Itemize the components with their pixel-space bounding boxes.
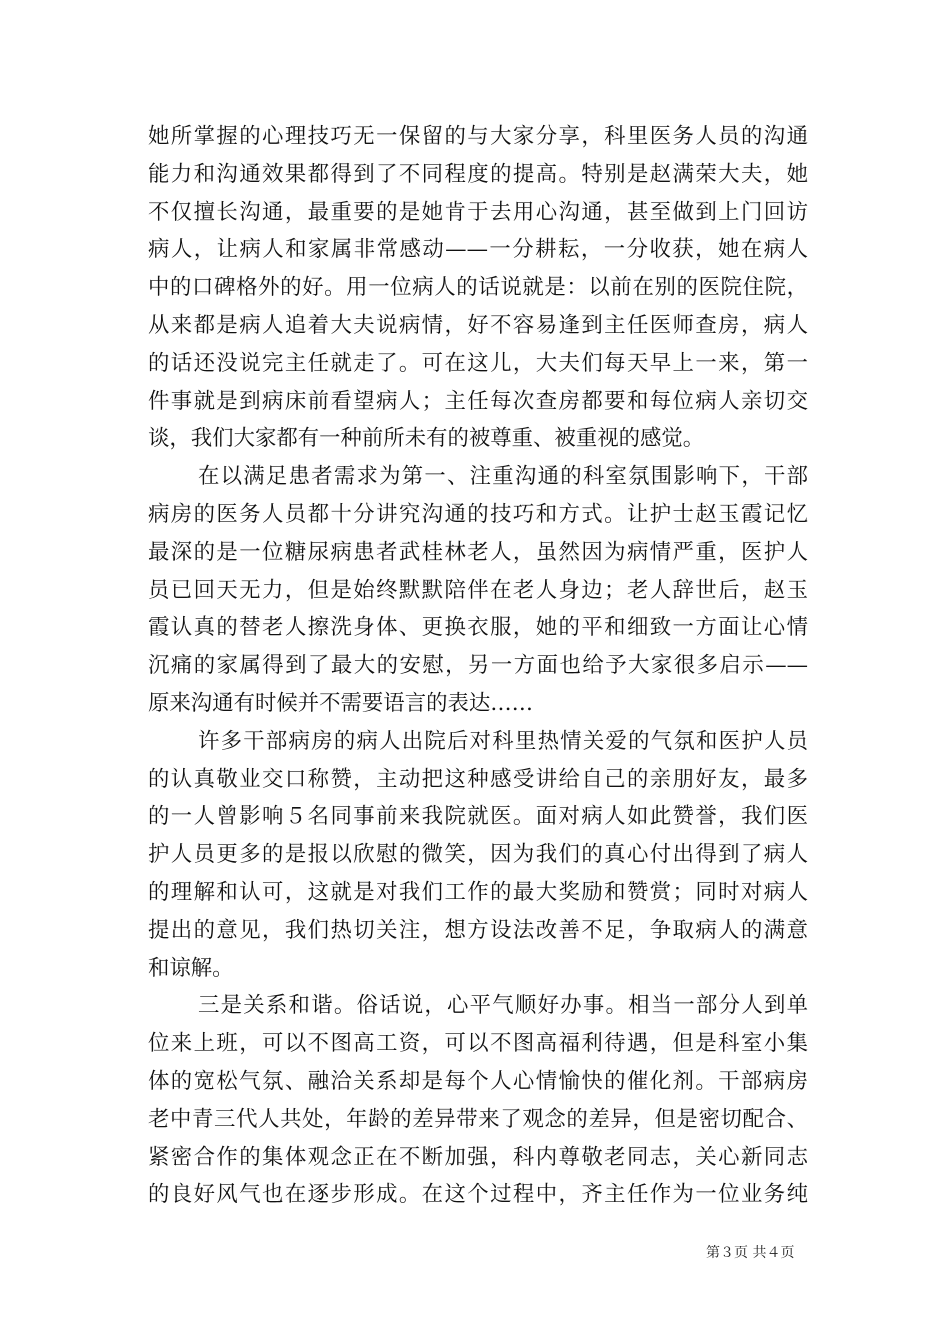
body-text (148, 118, 808, 1214)
text-line: 她所掌握的心理技巧无一保留的与大家分享，科里医务人员的沟通 (148, 124, 808, 149)
text-line: 的良好风气也在逐步形成。在这个过程中，齐主任作为一位业务纯 (148, 1182, 808, 1208)
text-line: 老中青三代人共处，年龄的差异带来了观念的差异，但是密切配合、 (148, 1106, 808, 1132)
paragraph-first-line: 在以满足患者需求为第一、注重沟通的科室氛围影响下，干部 (198, 464, 808, 490)
paragraph-first-line: 许多干部病房的病人出院后对科里热情关爱的气氛和医护人员 (198, 728, 808, 754)
text-line: 和谅解。 (148, 955, 234, 981)
text-line: 件事就是到病床前看望病人；主任每次查房都要和每位病人亲切交 (148, 388, 808, 414)
page-number-footer: 第３页 共４页 (706, 1245, 795, 1261)
text-line: 的话还没说完主任就走了。可在这儿，大夫们每天早上一来，第一 (148, 350, 808, 376)
text-line: 最深的是一位糖尿病患者武桂林老人，虽然因为病情严重，医护人 (148, 539, 808, 565)
text-line: 紧密合作的集体观念正在不断加强，科内尊敬老同志，关心新同志 (148, 1144, 808, 1170)
text-line: 的理解和认可，这就是对我们工作的最大奖励和赞赏；同时对病人 (148, 879, 808, 905)
text-line: 提出的意见，我们热切关注，想方设法改善不足，争取病人的满意 (148, 917, 808, 943)
text-line: 能力和沟通效果都得到了不同程度的提高。特别是赵满荣大夫，她 (148, 161, 808, 187)
text-line: 霞认真的替老人擦洗身体、更换衣服，她的平和细致一方面让心情 (148, 615, 808, 641)
text-line: 中的口碑格外的好。用一位病人的话说就是：以前在别的医院住院， (148, 275, 808, 301)
text-line: 体的宽松气氛、融洽关系却是每个人心情愉快的催化剂。干部病房 (148, 1068, 808, 1094)
text-line: 位来上班，可以不图高工资，可以不图高福利待遇，但是科室小集 (148, 1031, 808, 1057)
text-line: 病房的医务人员都十分讲究沟通的技巧和方式。让护士赵玉霞记忆 (148, 501, 808, 527)
text-line: 不仅擅长沟通，最重要的是她肯于去用心沟通，甚至做到上门回访 (148, 199, 808, 225)
text-line: 谈，我们大家都有一种前所未有的被尊重、被重视的感觉。 (148, 426, 705, 452)
text-line: 的一人曾影响５名同事前来我院就医。面对病人如此赞誉，我们医 (148, 804, 808, 830)
paragraph-first-line: 三是关系和谐。俗话说，心平气顺好办事。相当一部分人到单 (198, 993, 808, 1019)
text-line: 的认真敬业交口称赞，主动把这种感受讲给自己的亲朋好友，最多 (148, 766, 808, 792)
text-line: 从来都是病人追着大夫说病情，好不容易逢到主任医师查房，病人 (148, 312, 808, 338)
text-line: 沉痛的家属得到了最大的安慰，另一方面也给予大家很多启示—— (148, 653, 808, 679)
text-line: 员已回天无力，但是始终默默陪伴在老人身边；老人辞世后，赵玉 (148, 577, 808, 603)
text-line: 原来沟通有时候并不需要语言的表达…… (148, 690, 534, 716)
text-line: 病人，让病人和家属非常感动——一分耕耘，一分收获，她在病人 (148, 237, 808, 263)
text-line: 护人员更多的是报以欣慰的微笑，因为我们的真心付出得到了病人 (148, 842, 808, 868)
